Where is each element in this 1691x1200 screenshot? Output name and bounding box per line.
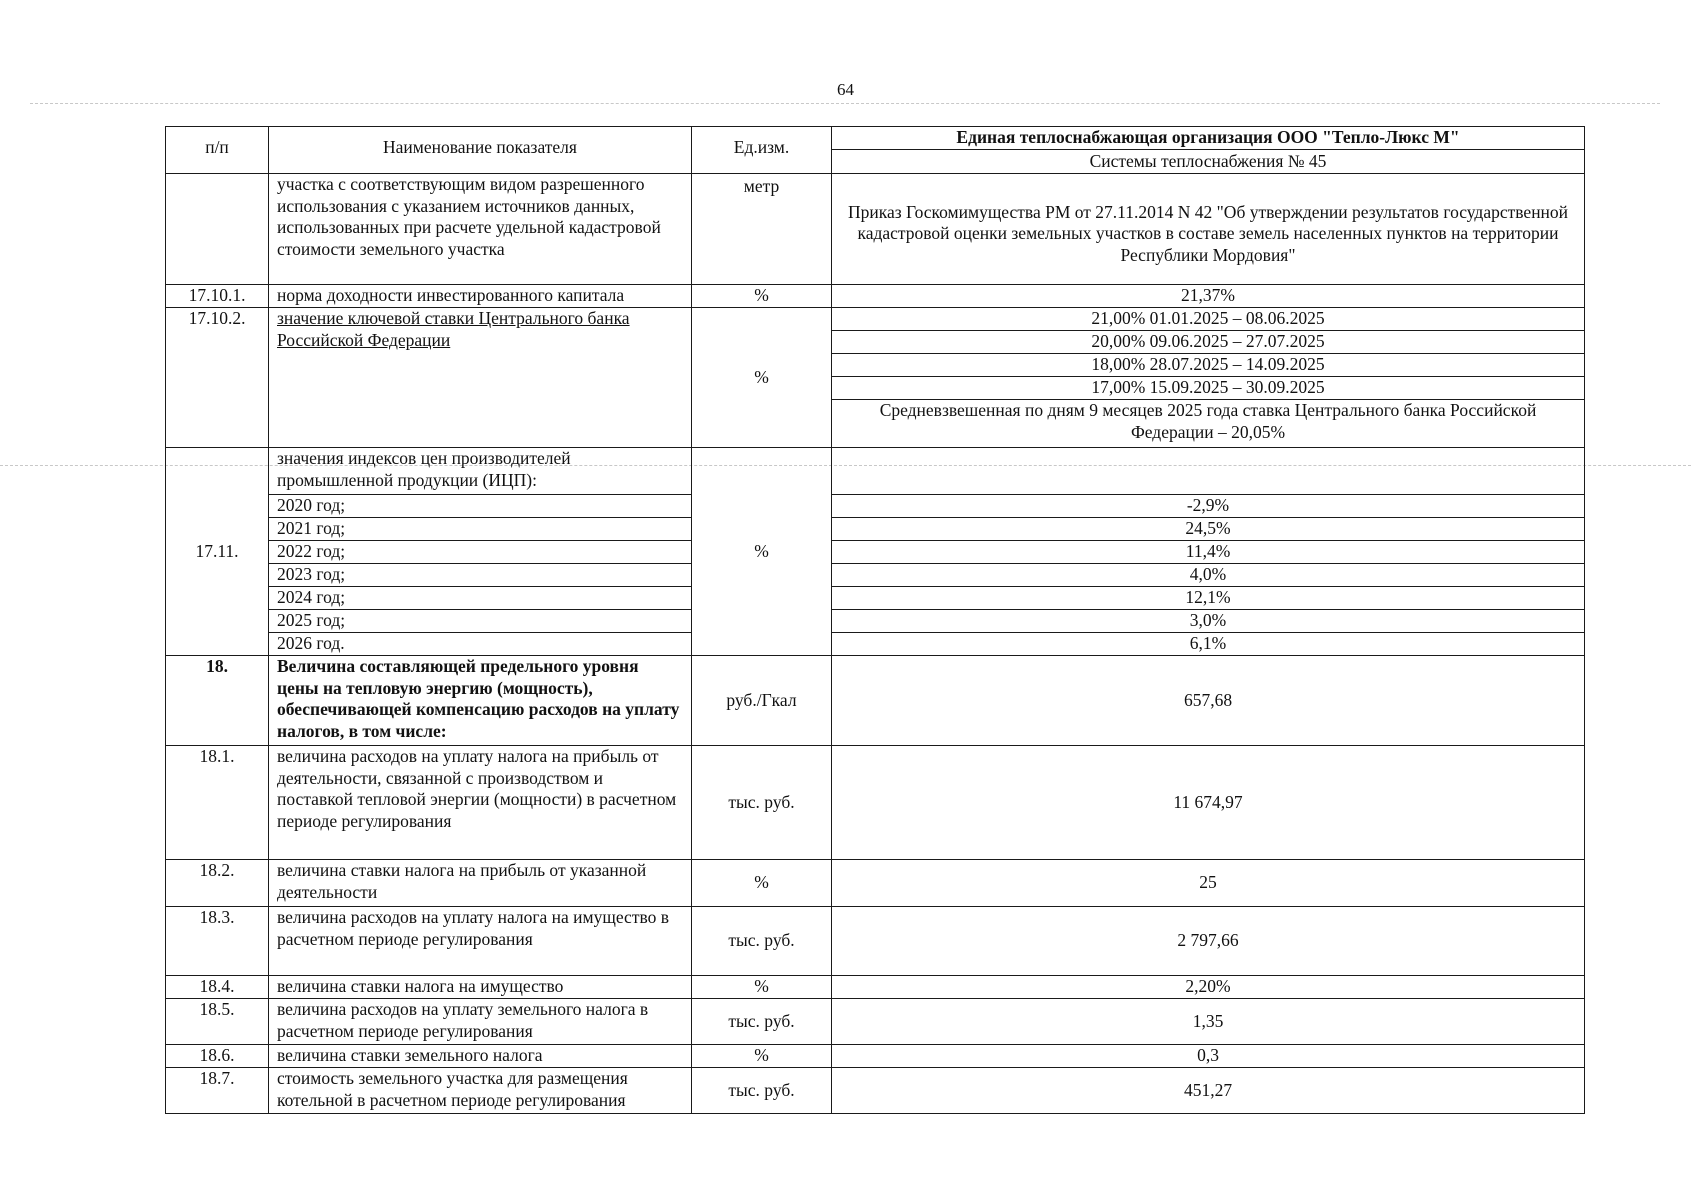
table-row	[166, 541, 1585, 564]
table-row	[166, 495, 1585, 518]
row-unit: тыс. руб.	[692, 999, 832, 1045]
row-name: величина расходов на уплату налога на прибыль от деятельности, связанной с производством и поставкой тепловой энергии (мощности) в расчетном периоде регулирования	[269, 746, 692, 860]
table-row	[166, 518, 1585, 541]
table-row	[166, 746, 1585, 860]
row-num: 17.11.	[166, 448, 269, 656]
year-label: 2025 год;	[269, 610, 692, 633]
row-value: 451,27	[832, 1068, 1585, 1114]
key-rate-period: 21,00% 01.01.2025 – 08.06.2025	[832, 308, 1585, 331]
key-rate-period: 18,00% 28.07.2025 – 14.09.2025	[832, 354, 1585, 377]
header-name: Наименование показателя	[269, 127, 692, 174]
year-value: 24,5%	[832, 518, 1585, 541]
row-value: 1,35	[832, 999, 1585, 1045]
row-unit: %	[692, 860, 832, 907]
table-row	[166, 1068, 1585, 1114]
row-unit: %	[692, 308, 832, 448]
year-value: 3,0%	[832, 610, 1585, 633]
key-rate-average: Средневзвешенная по дням 9 месяцев 2025 года ставка Центрального банка Российской Федерации – 20,05%	[832, 400, 1585, 448]
row-unit: тыс. руб.	[692, 1068, 832, 1114]
row-value: 21,37%	[832, 285, 1585, 308]
row-num: 18.3.	[166, 907, 269, 976]
header-unit: Ед.изм.	[692, 127, 832, 174]
table-row	[166, 308, 1585, 331]
key-rate-period: 17,00% 15.09.2025 – 30.09.2025	[832, 377, 1585, 400]
year-label: 2026 год.	[269, 633, 692, 656]
row-num: 17.10.1.	[166, 285, 269, 308]
row-unit: тыс. руб.	[692, 907, 832, 976]
row-num: 18.4.	[166, 976, 269, 999]
table-header-row	[166, 127, 1585, 150]
table-row	[166, 1045, 1585, 1068]
page-number: 64	[837, 80, 854, 99]
year-value: 12,1%	[832, 587, 1585, 610]
table-row	[166, 174, 1585, 285]
row-name: величина ставки земельного налога	[269, 1045, 692, 1068]
row-value: 11 674,97	[832, 746, 1585, 860]
table-row	[166, 610, 1585, 633]
row-value-empty	[832, 448, 1585, 495]
row-name: норма доходности инвестированного капитала	[269, 285, 692, 308]
row-num: 18.7.	[166, 1068, 269, 1114]
year-label: 2023 год;	[269, 564, 692, 587]
year-label: 2020 год;	[269, 495, 692, 518]
row-num: 18.5.	[166, 999, 269, 1045]
row-unit: %	[692, 976, 832, 999]
row-value: 2,20%	[832, 976, 1585, 999]
header-org-title: Единая теплоснабжающая организация ООО "Тепло-Люкс М"	[832, 127, 1585, 150]
table-row	[166, 656, 1585, 746]
table-row	[166, 976, 1585, 999]
row-unit: руб./Гкал	[692, 656, 832, 746]
row-name: значения индексов цен производителей промышленной продукции (ИЦП):	[269, 448, 692, 495]
key-rate-period: 20,00% 09.06.2025 – 27.07.2025	[832, 331, 1585, 354]
header-system: Системы теплоснабжения № 45	[832, 150, 1585, 174]
row-num: 18.1.	[166, 746, 269, 860]
row-num: 18.	[166, 656, 269, 746]
row-value: 2 797,66	[832, 907, 1585, 976]
row-num	[166, 174, 269, 285]
row-unit: %	[692, 448, 832, 656]
row-num: 18.6.	[166, 1045, 269, 1068]
row-value: 657,68	[832, 656, 1585, 746]
row-value: 25	[832, 860, 1585, 907]
row-unit: метр	[692, 174, 832, 285]
table-row	[166, 907, 1585, 976]
row-unit: %	[692, 1045, 832, 1068]
row-unit: %	[692, 285, 832, 308]
row-name: участка с соответствующим видом разрешенного использования с указанием источников данных, использованных при расчете удельной кадастровой стоимости земельного участка	[269, 174, 692, 285]
table-row	[166, 860, 1585, 907]
header-num: п/п	[166, 127, 269, 174]
row-name: величина расходов на уплату налога на имущество в расчетном периоде регулирования	[269, 907, 692, 976]
row-name: величина расходов на уплату земельного налога в расчетном периоде регулирования	[269, 999, 692, 1045]
row-unit: тыс. руб.	[692, 746, 832, 860]
scan-artifact-line-top	[30, 103, 1660, 104]
row-name: значение ключевой ставки Центрального банка Российской Федерации	[269, 308, 692, 448]
table-row	[166, 999, 1585, 1045]
row-value: Приказ Госкомимущества РМ от 27.11.2014 N 42 "Об утверждении результатов государственной кадастровой оценки земельных участков в составе земель населенных пунктов на территории Республики Мордовия"	[832, 174, 1585, 285]
year-label: 2022 год;	[269, 541, 692, 564]
row-name: стоимость земельного участка для размещения котельной в расчетном периоде регулирования	[269, 1068, 692, 1114]
indicator-table	[165, 126, 1585, 1114]
year-value: 11,4%	[832, 541, 1585, 564]
year-value: 6,1%	[832, 633, 1585, 656]
row-name: величина ставки налога на прибыль от указанной деятельности	[269, 860, 692, 907]
table-row	[166, 587, 1585, 610]
row-num: 17.10.2.	[166, 308, 269, 448]
year-value: 4,0%	[832, 564, 1585, 587]
year-value: -2,9%	[832, 495, 1585, 518]
table-row	[166, 564, 1585, 587]
row-name: Величина составляющей предельного уровня цены на тепловую энергию (мощность), обеспечивающей компенсацию расходов на уплату налогов, в том числе:	[269, 656, 692, 746]
row-value: 0,3	[832, 1045, 1585, 1068]
table-row	[166, 633, 1585, 656]
year-label: 2021 год;	[269, 518, 692, 541]
row-num: 18.2.	[166, 860, 269, 907]
table-row	[166, 285, 1585, 308]
table-row	[166, 448, 1585, 495]
row-name: величина ставки налога на имущество	[269, 976, 692, 999]
year-label: 2024 год;	[269, 587, 692, 610]
